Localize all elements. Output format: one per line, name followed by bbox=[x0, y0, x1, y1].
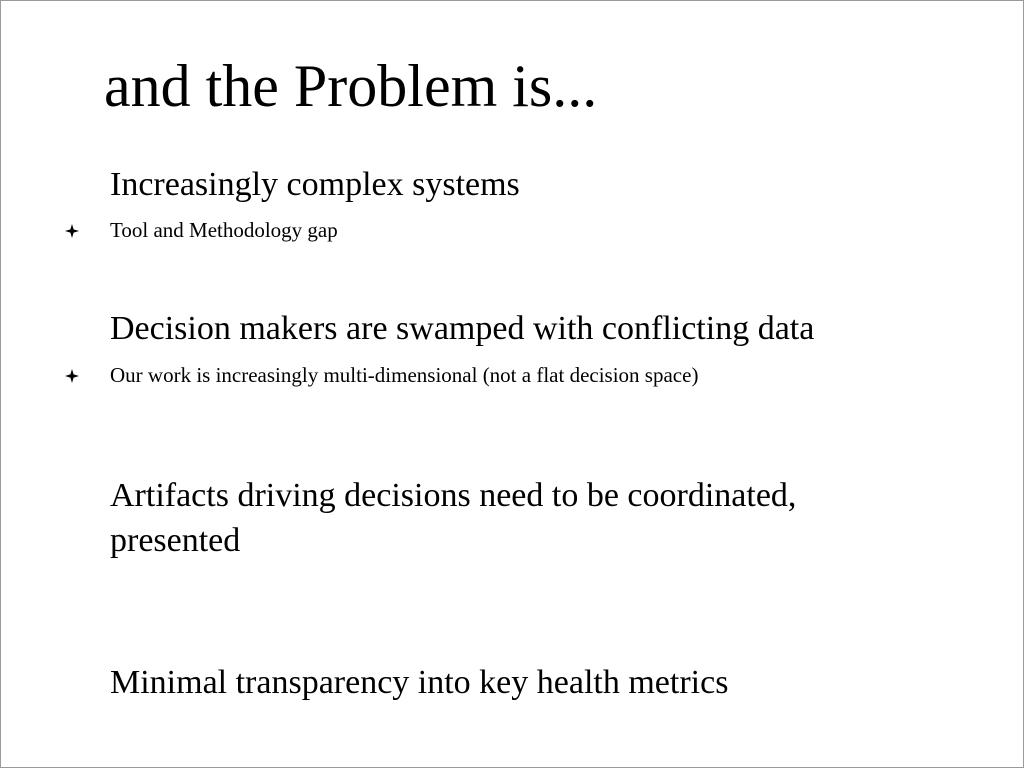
four-point-star-bullet-icon bbox=[64, 368, 80, 384]
point-artifacts-line-2: presented bbox=[110, 522, 241, 559]
sub-point-multi-dimensional: Our work is increasingly multi-dimensional (not a flat decision space) bbox=[110, 363, 699, 387]
four-point-star-bullet-icon bbox=[64, 223, 80, 239]
point-transparency: Minimal transparency into key health metrics bbox=[110, 664, 729, 701]
point-complex-systems: Increasingly complex systems bbox=[110, 166, 520, 203]
sub-point-tool-gap: Tool and Methodology gap bbox=[110, 218, 338, 242]
point-swamped-data: Decision makers are swamped with conflicting data bbox=[110, 310, 815, 347]
slide-title: and the Problem is... bbox=[104, 53, 598, 119]
point-artifacts-line-1: Artifacts driving decisions need to be coordinated, bbox=[110, 477, 797, 514]
